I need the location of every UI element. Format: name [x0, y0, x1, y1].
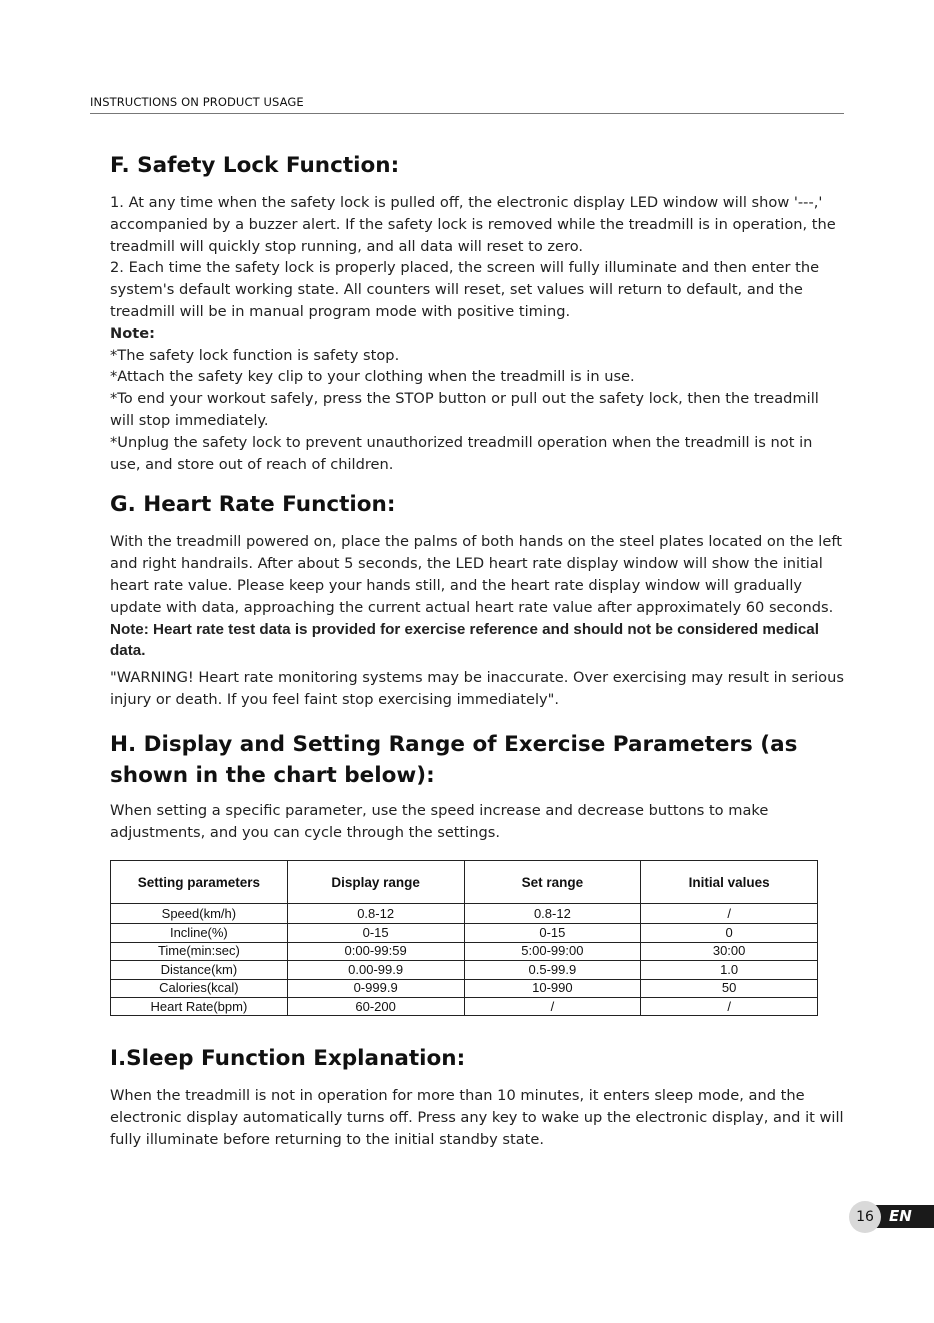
- table-cell: 0-15: [464, 924, 641, 942]
- table-row: [111, 904, 818, 924]
- table-cell: Incline(%): [111, 924, 288, 942]
- table-cell: /: [641, 904, 818, 924]
- section-f-title: F. Safety Lock Function:: [110, 153, 400, 178]
- table-header-cell: Set range: [464, 861, 641, 904]
- table-header-cell: Display range: [287, 861, 464, 904]
- table-header-cell: Initial values: [641, 861, 818, 904]
- table-cell: /: [464, 997, 641, 1015]
- table-cell: Heart Rate(bpm): [111, 997, 288, 1015]
- table-cell: 30:00: [641, 942, 818, 960]
- table-row: [111, 979, 818, 997]
- table-cell: Time(min:sec): [111, 942, 288, 960]
- section-f-note-item: *Attach the safety key clip to your clothing when the treadmill is in use.: [110, 368, 635, 386]
- table-cell: Calories(kcal): [111, 979, 288, 997]
- table-cell: 0: [641, 924, 818, 942]
- section-h-paragraph: When setting a specific parameter, use the speed increase and decrease buttons to make adjustments, and you can cycle through the settings.: [110, 801, 769, 841]
- table-cell: 0-15: [287, 924, 464, 942]
- table-header-cell: Setting parameters: [111, 861, 288, 904]
- table-header-row: [111, 861, 818, 904]
- table-row: [111, 961, 818, 979]
- page-number: 16: [849, 1201, 881, 1233]
- table-cell: 0.8-12: [287, 904, 464, 924]
- table-cell: Distance(km): [111, 961, 288, 979]
- parameters-table: [110, 860, 818, 1016]
- page-content: [110, 150, 845, 1151]
- section-g-paragraph: With the treadmill powered on, place the palms of both hands on the steel plates located on the left and right handrails. After about 5 seconds, the LED heart rate display window will show the initial heart rate value. Please keep your hands still, and the heart rate display window will gradually update with data, approaching the current actual heart rate value after approximately 60 seconds.: [110, 533, 842, 616]
- table-cell: 0.8-12: [464, 904, 641, 924]
- table-cell: 0-999.9: [287, 979, 464, 997]
- section-f-note-item: *Unplug the safety lock to prevent unauthorized treadmill operation when the treadmill is not in use, and store out of reach of children.: [110, 433, 813, 473]
- section-h-title: H. Display and Setting Range of Exercise Parameters (as shown in the chart below):: [110, 731, 798, 788]
- table-row: [111, 924, 818, 942]
- section-g-title: G. Heart Rate Function:: [110, 492, 396, 518]
- section-f-note-item: *The safety lock function is safety stop.: [110, 346, 400, 364]
- table-row: [111, 997, 818, 1015]
- running-header: INSTRUCTIONS ON PRODUCT USAGE: [90, 95, 304, 109]
- table-cell: 1.0: [641, 961, 818, 979]
- page-number-tab: [849, 1201, 934, 1233]
- table-row: [111, 942, 818, 960]
- section-f-paragraph-2: 2. Each time the safety lock is properly placed, the screen will fully illuminate and then enter the system's default working state. All counters will reset, set values will return to default, and the treadmill will be in manual program mode with positive timing.: [110, 259, 820, 320]
- section-g-note: Note: Heart rate test data is provided for exercise reference and should not be considered medical data.: [110, 620, 819, 660]
- table-cell: 10-990: [464, 979, 641, 997]
- table-cell: 0.5-99.9: [464, 961, 641, 979]
- table-cell: 60-200: [287, 997, 464, 1015]
- section-g-warning: "WARNING! Heart rate monitoring systems may be inaccurate. Over exercising may result in serious injury or death. If you feel faint stop exercising immediately".: [110, 669, 844, 708]
- language-label: EN: [889, 1207, 912, 1225]
- table-cell: 5:00-99:00: [464, 942, 641, 960]
- section-i-title: I.Sleep Function Explanation:: [110, 1046, 466, 1072]
- section-f-paragraph-1: 1. At any time when the safety lock is pulled off, the electronic display LED window will show '---,' accompanied by a buzzer alert. If the safety lock is removed while the treadmill is in operation, the treadmill will quickly stop running, and all data will reset to zero.: [110, 194, 836, 255]
- section-i-paragraph: When the treadmill is not in operation for more than 10 minutes, it enters sleep mode, and the electronic display automatically turns off. Press any key to wake up the electronic display, and it will fully illuminate before returning to the initial standby state.: [110, 1087, 844, 1148]
- table-cell: Speed(km/h): [111, 904, 288, 924]
- section-f-note-label: Note:: [110, 324, 155, 342]
- header-divider: [90, 113, 844, 114]
- section-f-note-item: *To end your workout safely, press the STOP button or pull out the safety lock, then the treadmill will stop immediately.: [110, 390, 819, 429]
- table-cell: 0.00-99.9: [287, 961, 464, 979]
- table-cell: 0:00-99:59: [287, 942, 464, 960]
- table-cell: /: [641, 997, 818, 1015]
- table-cell: 50: [641, 979, 818, 997]
